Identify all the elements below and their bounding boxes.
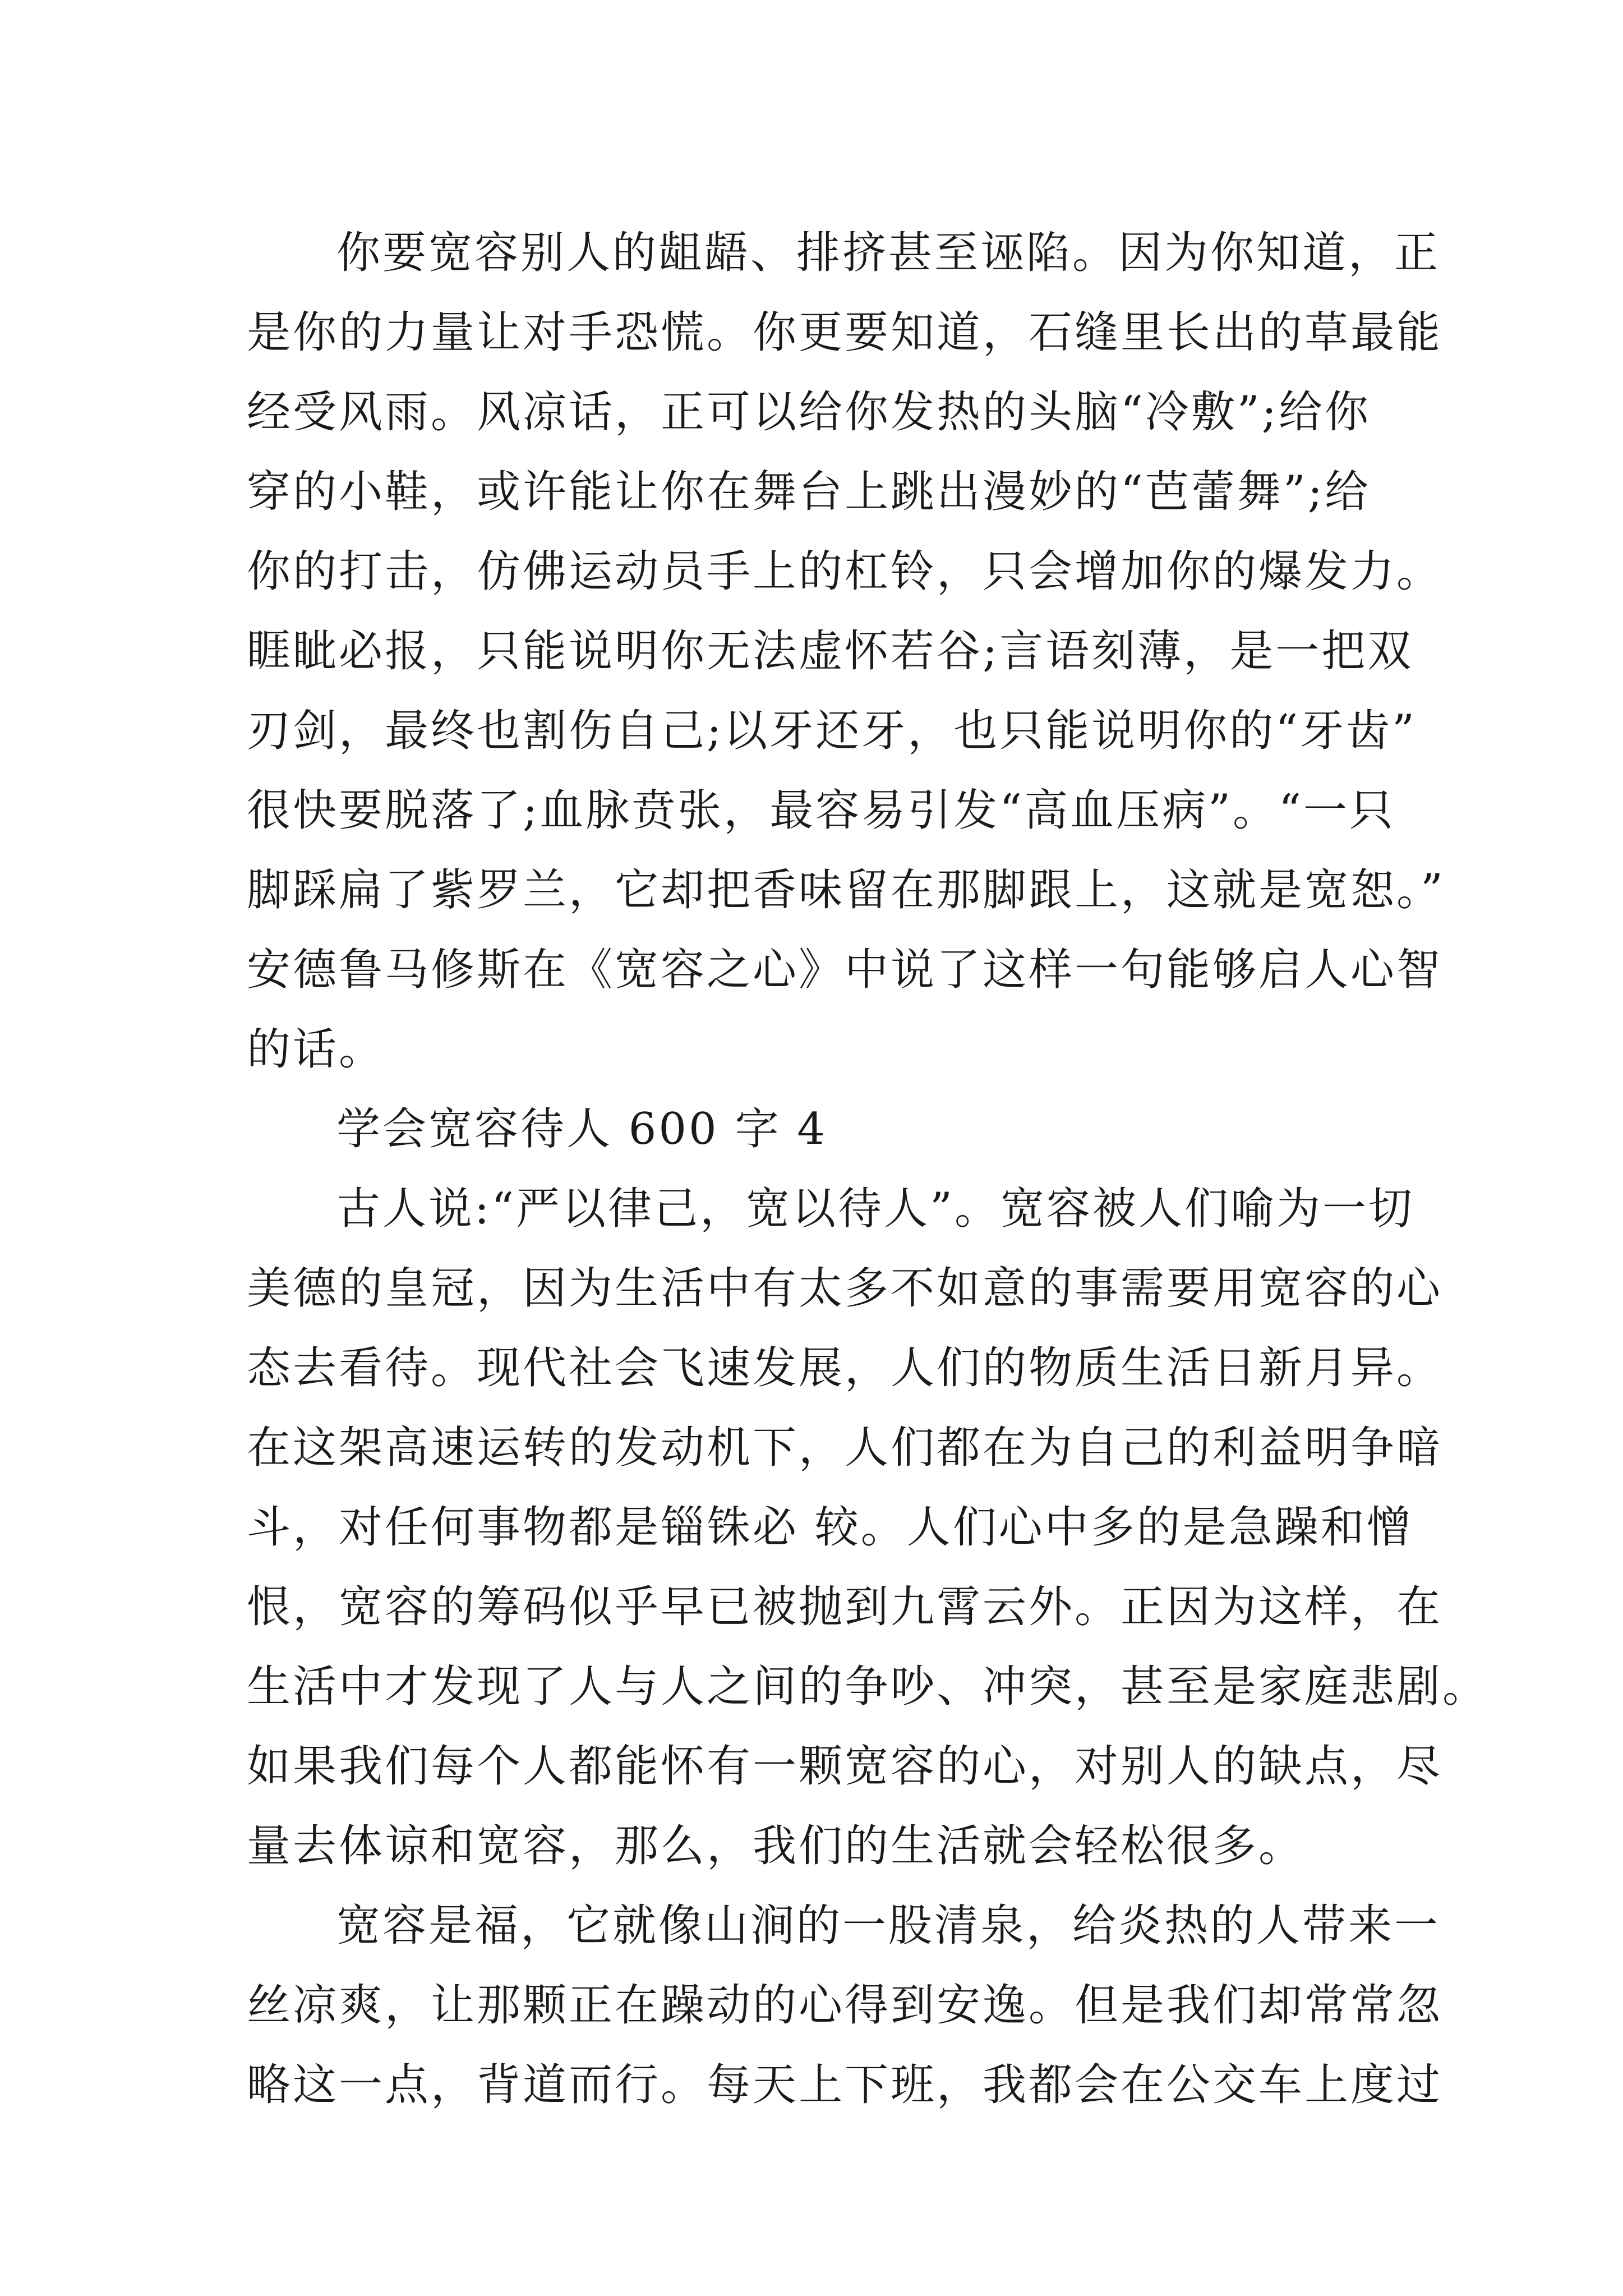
text-line: 量去体谅和宽容，那么，我们的生活就会轻松很多。 [247,1821,1305,1871]
paragraph [247,1169,1489,1886]
text-line: 在这架高速运转的发动机下，人们都在为自己的利益明争暗 [247,1423,1443,1473]
text-line: 如果我们每个人都能怀有一颗宽容的心，对别人的缺点，尽 [247,1741,1443,1792]
text-line: 你的打击，仿佛运动员手上的杠铃，只会增加你的爆发力。 [247,546,1443,597]
text-line: 很快要脱落了;血脉贲张，最容易引发“高血压病”。“一只 [247,785,1395,836]
text-line: 宽容是福，它就像山涧的一股清泉，给炎热的人带来一 [336,1901,1441,1951]
text-line: 恨，宽容的筹码似乎早已被抛到九霄云外。正因为这样，在 [247,1582,1443,1632]
text-line: 你要宽容别人的龃龉、排挤甚至诬陷。因为你知道，正 [336,228,1441,278]
text-line: 睚眦必报，只能说明你无法虚怀若谷;言语刻薄，是一把双 [247,626,1414,677]
text-line: 态去看待。现代社会飞速发展，人们的物质生活日新月异。 [247,1343,1443,1393]
text-line: 斗，对任何事物都是锱铢必 较。人们心中多的是急躁和憎 [247,1502,1413,1553]
text-line: 经受风雨。风凉话，正可以给你发热的头脑“冷敷”;给你 [247,387,1371,438]
text-line: 的话。 [247,1024,385,1075]
text-line: 古人说:“严以律己，宽以待人”。宽容被人们喻为一切 [336,1184,1415,1234]
paragraph [247,213,1445,1089]
text-line: 生活中才发现了人与人之间的争吵、冲突，甚至是家庭悲剧。 [247,1662,1489,1712]
text-line: 刃剑，最终也割伤自己;以牙还牙，也只能说明你的“牙齿” [247,706,1417,756]
section-heading: 学会宽容待人 600 字 4 [336,1104,827,1154]
paragraph [247,1886,1443,2125]
body-text [247,213,1489,2125]
text-line: 是你的力量让对手恐慌。你更要知道，石缝里长出的草最能 [247,307,1443,358]
text-line: 穿的小鞋，或许能让你在舞台上跳出漫妙的“芭蕾舞”;给 [247,467,1371,517]
text-line: 略这一点，背道而行。每天上下班，我都会在公交车上度过 [247,2060,1443,2110]
text-line: 脚踩扁了紫罗兰，它却把香味留在那脚跟上，这就是宽恕。” [247,865,1445,915]
text-line: 安德鲁马修斯在《宽容之心》中说了这样一句能够启人心智 [247,945,1443,995]
text-line: 丝凉爽，让那颗正在躁动的心得到安逸。但是我们却常常忽 [247,1980,1443,2031]
text-line: 美德的皇冠，因为生活中有太多不如意的事需要用宽容的心 [247,1263,1443,1314]
